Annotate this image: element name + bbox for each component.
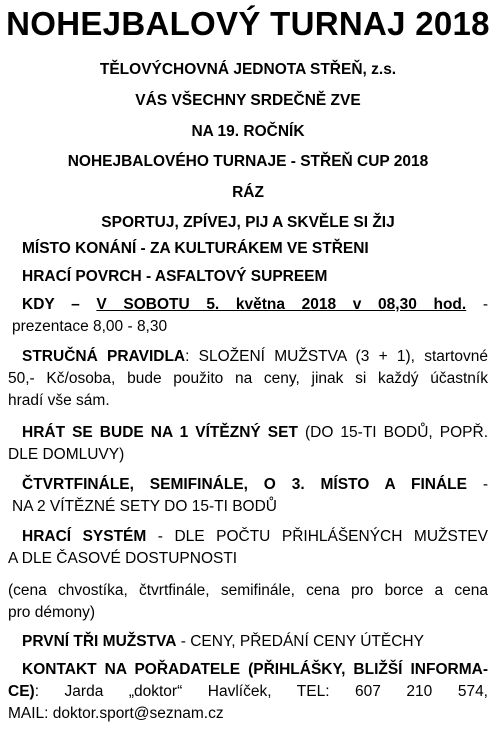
- header-line-cup-name: NOHEJBALOVÉHO TURNAJE - STŘEŇ CUP 2018: [67, 153, 429, 170]
- contact-paragraph: [8, 659, 488, 725]
- top-three-rest: - CENY, PŘEDÁNÍ CENY ÚTĚCHY: [176, 633, 424, 650]
- top-three-paragraph: [8, 631, 488, 653]
- sets-line-1: [8, 422, 488, 444]
- prizes-note-paragraph: [8, 580, 488, 624]
- contact-email: MAIL: doktor.sport@seznam.cz: [8, 705, 224, 722]
- when-registration: prezentace 8,00 - 8,30: [12, 318, 168, 335]
- finals-suffix: -: [466, 476, 488, 493]
- header-line-raz: RÁZ: [232, 184, 264, 201]
- header-line-motto: SPORTUJ, ZPÍVEJ, PIJ A SKVĚLE SI ŽIJ: [101, 214, 395, 231]
- venue-line: MÍSTO KONÁNÍ - ZA KULTURÁKEM VE STŘENI: [22, 240, 369, 257]
- header-line-club: TĚLOVÝCHOVNÁ JEDNOTA STŘEŇ, z.s.: [99, 61, 397, 78]
- when-date: V SOBOTU 5. května 2018 v 08,30 hod.: [96, 296, 467, 313]
- finals-label: ČTVRTFINÁLE, SEMIFINÁLE, O 3. MÍSTO A FINÁLE: [22, 476, 467, 493]
- header-line-invite: VÁS VŠECHNY SRDEČNĚ ZVE: [135, 92, 361, 109]
- contact-line-2: [8, 681, 488, 703]
- top-three-label: PRVNÍ TŘI MUŽSTVA: [22, 633, 177, 650]
- when-label: KDY: [22, 296, 55, 313]
- top-three-line: [8, 631, 488, 653]
- system-paragraph: [8, 526, 488, 570]
- header-line-edition: NA 19. ROČNÍK: [191, 123, 305, 140]
- when-suffix: -: [466, 296, 488, 313]
- when-line-1: [8, 294, 488, 316]
- rules-line-1-rest: : SLOŽENÍ MUŽSTVA (3 + 1), startovné: [185, 348, 488, 365]
- contact-phone: : Jarda „doktor“ Havlíček, TEL: 607 210 574,: [34, 683, 488, 700]
- sets-label: HRÁT SE BUDE NA 1 VÍTĚZNÝ SET: [22, 424, 298, 441]
- system-label: HRACÍ SYSTÉM: [22, 528, 147, 545]
- prizes-note-line-2: pro démony): [8, 604, 96, 621]
- sets-line-2: DLE DOMLUVY): [8, 446, 125, 463]
- rules-line-2: 50,- Kč/osoba, bude použito na ceny, jinak si každý účastník: [8, 370, 488, 387]
- prizes-note-line-1: (cena chvostíka, čtvrtfinále, semifinále, cena pro borce a cena: [8, 582, 488, 599]
- finals-line-1: [8, 474, 488, 496]
- system-line-1: [8, 526, 488, 548]
- rules-line-1: [8, 346, 488, 368]
- surface-line: HRACÍ POVRCH - ASFALTOVÝ SUPREEM: [22, 268, 328, 285]
- finals-line-2: NA 2 VÍTĚZNÉ SETY DO 15-TI BODŮ: [12, 498, 277, 515]
- when-dash: –: [54, 296, 97, 313]
- sets-paragraph: [8, 422, 488, 466]
- document-title: NOHEJBALOVÝ TURNAJ 2018: [6, 5, 490, 42]
- rules-label: STRUČNÁ PRAVIDLA: [22, 348, 186, 365]
- sets-line-1-rest: (DO 15-TI BODŮ, POPŘ.: [297, 424, 488, 441]
- rules-line-3: hradí vše sám.: [8, 392, 110, 409]
- when-paragraph: [8, 294, 488, 338]
- rules-paragraph: [8, 346, 488, 412]
- finals-paragraph: [8, 474, 488, 518]
- contact-line-2-label: CE): [8, 683, 35, 700]
- system-line-2: A DLE ČASOVÉ DOSTUPNOSTI: [8, 550, 238, 567]
- system-line-1-rest: - DLE POČTU PŘIHLÁŠENÝCH MUŽSTEV: [146, 528, 488, 545]
- contact-label: KONTAKT NA POŘADATELE (PŘIHLÁŠKY, BLIŽŠÍ INFORMA-: [22, 661, 488, 678]
